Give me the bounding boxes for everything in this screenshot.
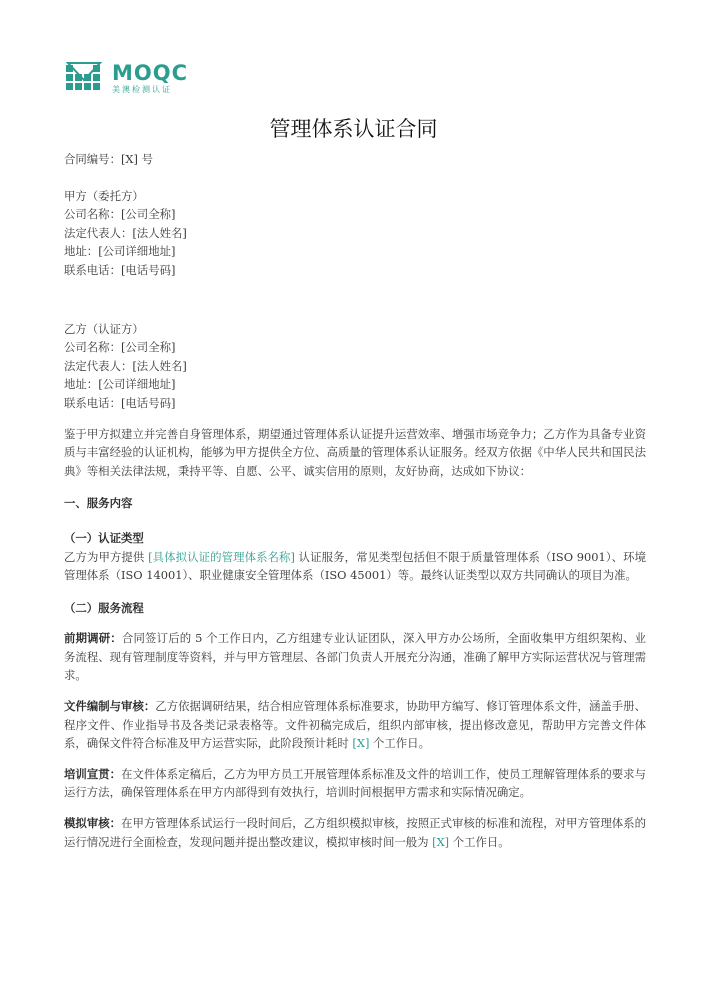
party-b-rep: 法定代表人：[法人姓名] (64, 358, 187, 373)
document-title: 管理体系认证合同 (269, 117, 438, 141)
days-placeholder: [X] (432, 834, 450, 849)
party-a-address-value: [公司详细地址] (98, 244, 176, 259)
party-b-address-value: [公司详细地址] (98, 377, 176, 392)
days-placeholder: [X] (352, 736, 370, 751)
party-a-phone-value: [电话号码] (120, 262, 176, 277)
logo-name: MOQC (112, 61, 189, 85)
party-a-address: 地址：[公司详细地址] (64, 244, 176, 259)
party-a-block (64, 187, 646, 280)
process-item-label: 模拟审核： (64, 816, 122, 831)
party-b-phone: 联系电话：[电话号码] (64, 395, 176, 410)
intro-paragraph: 鉴于甲方拟建立并完善自身管理体系，期望通过管理体系认证提升运营效率、增强市场竞争力；乙方作为具备专业资质与丰富经验的认证机构，能够为甲方提供全方位、高质量的管理体系认证服务。经双方依据《中华人民共和国民法典》等相关法律法规，秉持平等、自愿、公平、诚实信用的原则，友好协商，达成如下协议： (64, 426, 646, 478)
party-a-phone: 联系电话：[电话号码] (64, 262, 176, 277)
party-b-address: 地址：[公司详细地址] (64, 377, 176, 392)
section-1-heading: 一、服务内容 (64, 496, 133, 511)
process-item-label: 前期调研： (64, 631, 122, 646)
certification-name-placeholder: [具体拟认证的管理体系名称] (148, 549, 295, 564)
party-a-rep-value: [法人姓名] (132, 225, 187, 240)
party-b-block (64, 320, 646, 413)
moqc-logo-icon (66, 62, 108, 96)
process-item-training: 培训宣贯：在文件体系定稿后，乙方为甲方员工开展管理体系标准及文件的培训工作，使员工理解管理体系的要求与运行方法，确保管理体系在甲方内部得到有效执行，培训时间根据甲方需求和实际情况确定。 (64, 766, 646, 800)
process-item-mock-audit: 模拟审核：在甲方管理体系试运行一段时间后，乙方组织模拟审核，按照正式审核的标准和流程，对甲方管理体系的运行情况进行全面检查，发现问题并提出整改建议，模拟审核时间一般为 [X] 个工作日。 (64, 816, 646, 849)
process-item-label: 文件编制与审核： (64, 699, 156, 714)
contract-number (64, 150, 646, 169)
logo-subtitle: 美澳检测认证 (112, 85, 172, 94)
logo-text (112, 62, 188, 95)
party-a-company-value: [公司全称] (120, 207, 176, 222)
party-b-heading: 乙方（认证方） (64, 321, 144, 336)
process-item-documents: 文件编制与审核：乙方依据调研结果，结合相应管理体系标准要求，协助甲方编写、修订管理体系文件，涵盖手册、程序文件、作业指导书及各类记录表格等。文件初稿完成后，组织内部审核，提出修改意见，帮助甲方完善文件体系，确保文件符合标准及甲方运营实际，此阶段预计耗时 [X] 个工作日。 (64, 699, 646, 751)
certification-type-paragraph: 乙方为甲方提供 [具体拟认证的管理体系名称] 认证服务，常见类型包括但不限于质量管理体系（ISO 9001）、环境管理体系（ISO 14001）、职业健康安全管理体系（ISO 45001）等。最终认证类型以双方共同确认的项目为准。 (64, 549, 646, 583)
contract-number-label: 合同编号： (64, 152, 121, 166)
contract-number-value: [X] 号 (120, 152, 153, 166)
party-a-heading: 甲方（委托方） (64, 188, 144, 203)
party-b-phone-value: [电话号码] (120, 395, 176, 410)
process-item-research: 前期调研：合同签订后的 5 个工作日内，乙方组建专业认证团队，深入甲方办公场所，全面收集甲方组织架构、业务流程、现有管理制度等资料，并与甲方管理层、各部门负责人开展充分沟通，准确了解甲方实际运营状况与管理需求。 (64, 631, 646, 683)
section-1-2-heading: （二）服务流程 (64, 600, 144, 615)
party-b-rep-value: [法人姓名] (132, 358, 187, 373)
process-item-label: 培训宣贯： (64, 766, 122, 781)
party-a-rep: 法定代表人：[法人姓名] (64, 225, 187, 240)
party-b-company-value: [公司全称] (120, 340, 176, 355)
party-b-company: 公司名称：[公司全称] (64, 340, 176, 355)
section-1-1-heading: （一）认证类型 (64, 530, 144, 545)
party-a-company: 公司名称：[公司全称] (64, 207, 176, 222)
company-logo (66, 62, 188, 96)
document-body (64, 150, 646, 851)
